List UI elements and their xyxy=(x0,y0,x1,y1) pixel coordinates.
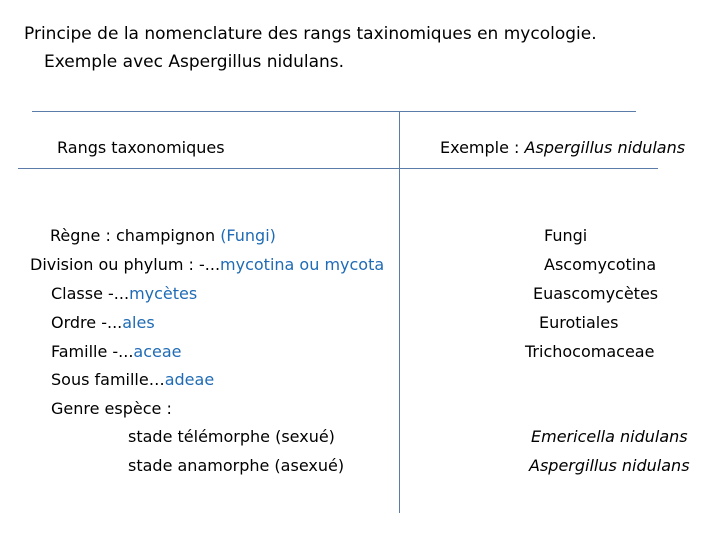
column-divider xyxy=(399,111,400,513)
table-top-rule xyxy=(32,111,636,112)
stage-teleomorph: stade télémorphe (sexué) xyxy=(128,427,335,446)
column-header-example xyxy=(440,138,685,158)
column-header-example-prefix: Exemple : xyxy=(440,138,525,157)
rank-suffix: (Fungi) xyxy=(220,226,276,245)
rank-label: Ordre -... xyxy=(51,313,123,332)
rank-ordre xyxy=(51,313,155,333)
rank-suffix: ales xyxy=(122,313,155,332)
example-division: Ascomycotina xyxy=(544,255,657,274)
stage-anamorph: stade anamorphe (asexué) xyxy=(128,456,345,475)
rank-genre-espece: Genre espèce : xyxy=(51,399,172,418)
example-classe: Euascomycètes xyxy=(533,284,659,303)
rank-label: Règne : champignon xyxy=(50,226,221,245)
rank-classe xyxy=(51,284,197,304)
column-header-example-species: Aspergillus nidulans xyxy=(524,138,686,157)
example-regne: Fungi xyxy=(544,226,588,245)
rank-suffix: aceae xyxy=(133,342,182,361)
example-teleomorph: Emericella nidulans xyxy=(531,427,688,446)
page-subtitle: Exemple avec Aspergillus nidulans. xyxy=(44,52,345,72)
rank-division xyxy=(30,255,384,275)
rank-suffix: adeae xyxy=(164,370,215,389)
rank-suffix: mycètes xyxy=(129,284,198,303)
rank-famille xyxy=(51,342,182,362)
rank-regne xyxy=(50,226,276,246)
example-famille: Trichocomaceae xyxy=(525,342,655,361)
rank-sous-famille xyxy=(51,370,214,390)
page-title: Principe de la nomenclature des rangs taxinomiques en mycologie. xyxy=(24,24,597,44)
table-header-rule xyxy=(18,168,658,169)
column-header-ranks: Rangs taxonomiques xyxy=(57,138,225,157)
rank-label: Famille -... xyxy=(51,342,134,361)
rank-label: Sous famille… xyxy=(51,370,165,389)
rank-suffix: mycotina ou mycota xyxy=(220,255,385,274)
rank-label: Classe -... xyxy=(51,284,130,303)
example-ordre: Eurotiales xyxy=(539,313,619,332)
rank-label: Division ou phylum : -... xyxy=(30,255,221,274)
example-anamorph: Aspergillus nidulans xyxy=(529,456,690,475)
